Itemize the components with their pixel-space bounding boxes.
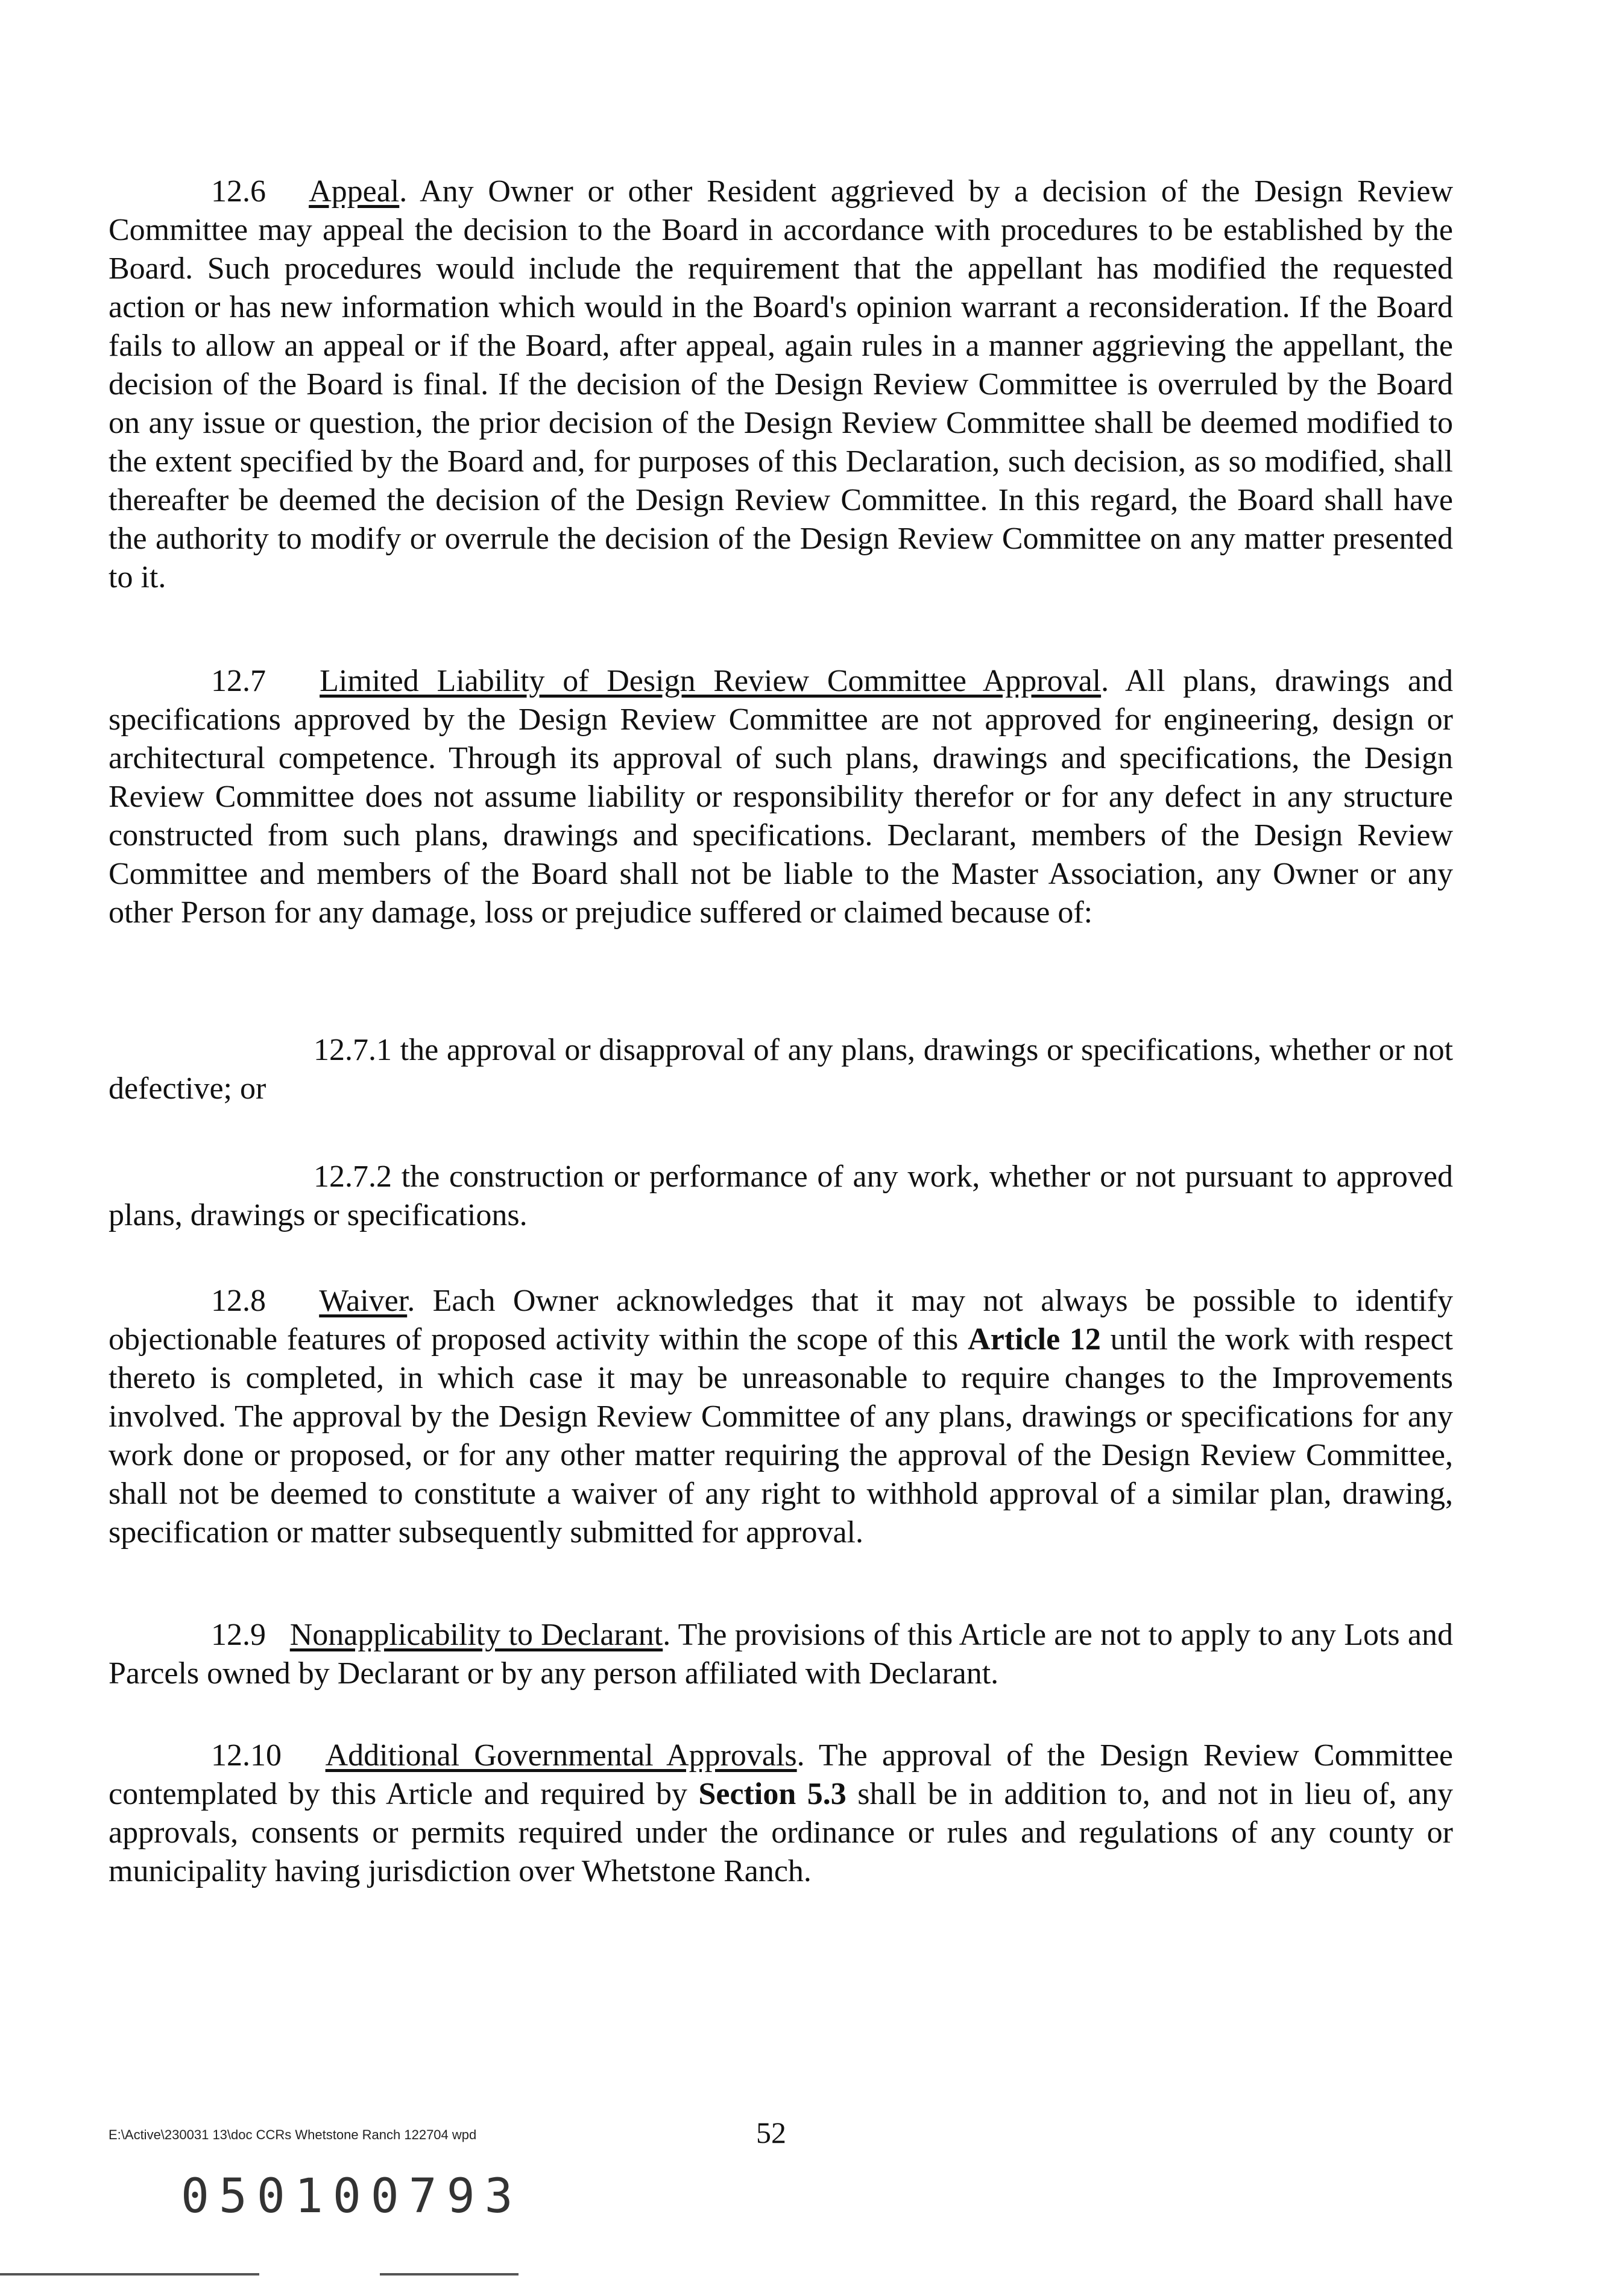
section-title: Waiver xyxy=(319,1284,408,1318)
section-text: . Any Owner or other Resident aggrieved by a decision of the Design Review Committee may appeal the decision to the Board in accordance with procedures to be established by the Board. Such procedures would include the requirement that the appellant has modified the requested action or has new information which would in the Board's opinion warrant a reconsideration. If the Board fails to allow an appeal or if the Board, after appeal, again rules in a manner aggrieving the appellant, the decision of the Board is final. If the decision of the Design Review Committee is overruled by the Board on any issue or question, the prior decision of the Design Review Committee shall be deemed modified to the extent specified by the Board and, for purposes of this Declaration, such decision, as so modified, shall thereafter be deemed the decision of the Design Review Committee. In this regard, the Board shall have the authority to modify or overrule the decision of the Design Review Committee on any matter presented to it. xyxy=(109,174,1454,594)
scan-artifact-line xyxy=(380,2273,519,2276)
section-text: . All plans, drawings and specifications approved by the Design Review Committee are not approved for engineering, design or architectural competence. Through its approval of such plans, drawings and specifications, the Design Review Committee does not assume liability or responsibility therefor or for any defect in any structure constructed from such plans, drawings and specifications. Declarant, members of the Design Review Committee and members of the Board shall not be liable to the Master Association, any Owner or any other Person for any damage, loss or prejudice suffered or claimed because of: xyxy=(109,664,1453,930)
section-text: the approval or disapproval of any plans, drawings or specifications, whether or not defective; or xyxy=(109,1033,1454,1106)
section-text-before-bold: . Each Owner acknowledges that it may not always be possible to identify objectionable features of proposed activity within the scope of this xyxy=(109,1284,1454,1357)
section-12-9 xyxy=(109,1616,1453,1693)
document-stamp-number: 050100793 xyxy=(181,2169,523,2224)
article-reference: Article 12 xyxy=(968,1322,1101,1357)
section-text-after-bold: shall be in addition to, and not in lieu of, any approvals, consents or permits required under the ordinance or rules and regulations of any county or municipality having jurisdiction over Whetstone Ranch. xyxy=(109,1777,1454,1888)
section-12-6 xyxy=(109,172,1453,597)
section-title: Appeal xyxy=(309,174,400,209)
section-title: Limited Liability of Design Review Committee Approval xyxy=(320,664,1102,698)
section-text: the construction or performance of any work, whether or not pursuant to approved plans, drawings or specifications. xyxy=(109,1159,1454,1232)
section-number: 12.8 xyxy=(211,1284,266,1318)
scan-artifact-line xyxy=(0,2273,259,2276)
section-reference: Section 5.3 xyxy=(698,1777,846,1811)
section-number: 12.6 xyxy=(211,174,266,209)
section-number: 12.7.2 xyxy=(314,1159,392,1194)
page-number: 52 xyxy=(756,2116,786,2149)
section-12-8 xyxy=(109,1282,1453,1552)
section-number: 12.7 xyxy=(211,664,266,698)
section-number: 12.7.1 xyxy=(314,1033,392,1067)
section-text-before-bold: . The approval of the Design Review Committee contemplated by this Article and required by xyxy=(109,1738,1453,1811)
section-number: 12.10 xyxy=(211,1738,282,1773)
section-number: 12.9 xyxy=(211,1618,266,1652)
section-12-7-1 xyxy=(109,1031,1453,1108)
section-text: . The provisions of this Article are not to apply to any Lots and Parcels owned by Declarant or by any person affiliated with Declarant. xyxy=(109,1618,1453,1691)
section-title: Additional Governmental Approvals xyxy=(325,1738,797,1773)
footer-file-path: E:\Active\230031 13\doc CCRs Whetstone Ranch 122704 wpd xyxy=(109,2127,477,2142)
section-12-7-2 xyxy=(109,1158,1453,1235)
section-12-7 xyxy=(109,662,1453,932)
section-title: Nonapplicability to Declarant xyxy=(289,1618,663,1652)
section-12-10 xyxy=(109,1736,1453,1891)
section-text-after-bold: until the work with respect thereto is completed, in which case it may be unreasonable to require changes to the Improvements involved. The approval by the Design Review Committee of any plans, drawings or specifications for any work done or proposed, or for any other matter requiring the approval of the Design Review Committee, shall not be deemed to constitute a waiver of any right to withhold approval of a similar plan, drawing, specification or matter subsequently submitted for approval. xyxy=(109,1322,1453,1550)
